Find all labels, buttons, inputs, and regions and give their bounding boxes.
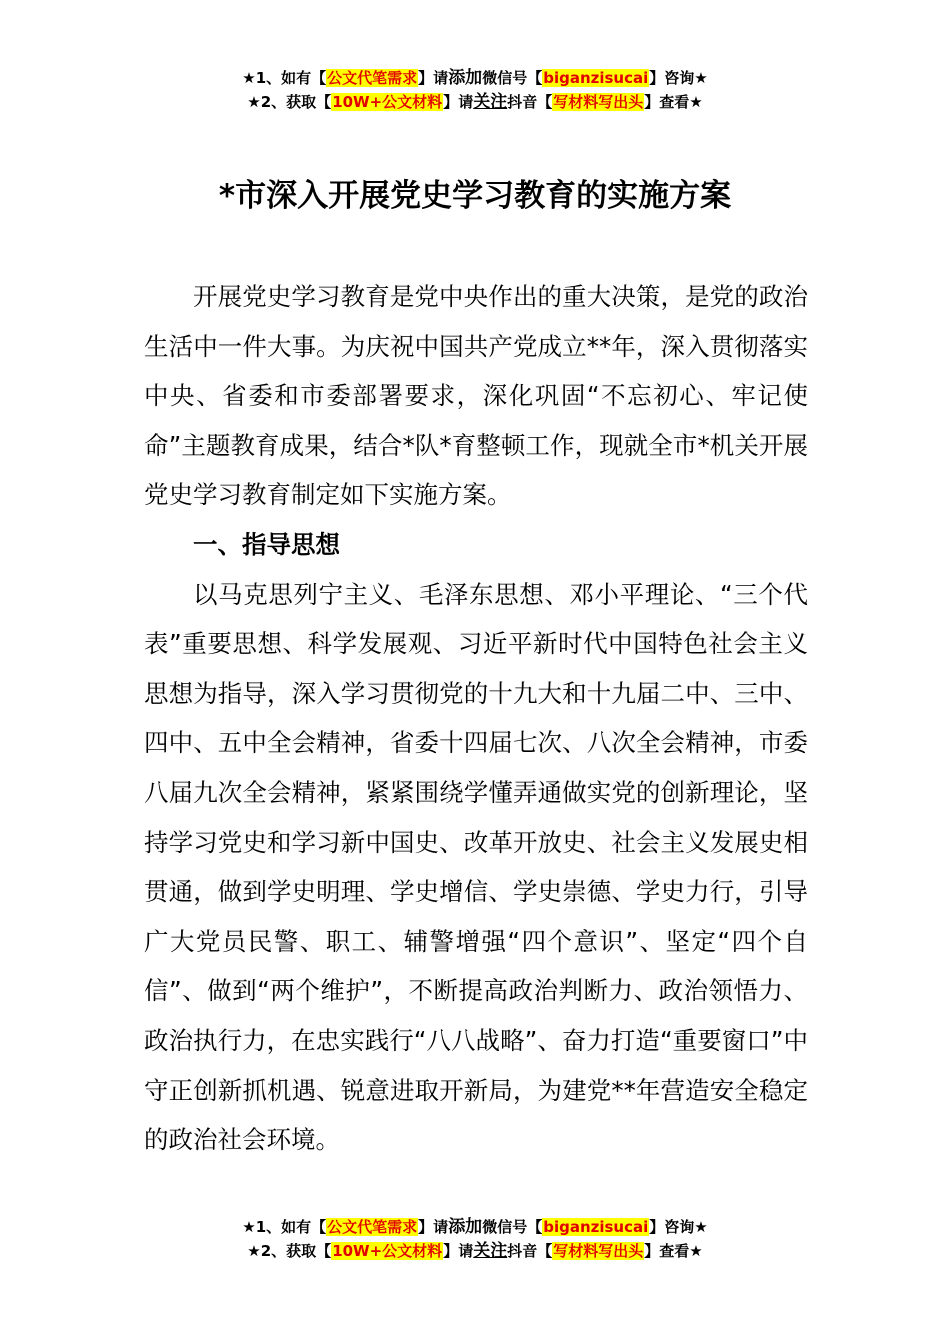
banner-text: ★2、获取【 xyxy=(247,93,332,111)
header-banner xyxy=(0,66,950,114)
banner-text: ★1、如有【 xyxy=(242,1218,327,1236)
banner-emphasis: 关注 xyxy=(473,1241,508,1261)
banner-text: 】咨询★ xyxy=(649,69,708,87)
banner-emphasis: 添加 xyxy=(448,1217,483,1237)
banner-highlight: 10W+公文材料 xyxy=(332,93,443,111)
banner-line-1 xyxy=(0,1215,950,1239)
banner-text: 】请 xyxy=(418,1218,449,1236)
banner-text: 】请 xyxy=(443,93,474,111)
banner-text: 】查看★ xyxy=(644,1242,703,1260)
banner-line-1 xyxy=(0,66,950,90)
banner-text: 】咨询★ xyxy=(649,1218,708,1236)
section-paragraph: 以马克思列宁主义、毛泽东思想、邓小平理论、“三个代表”重要思想、科学发展观、习近平新时代中国特色社会主义思想为指导，深入学习贯彻党的十九大和十九届二中、三中、四中、五中全会精神，省委十四届七次、八次全会精神，市委八届九次全会精神，紧紧围绕学懂弄通做实党的创新理论，坚持学习党史和学习新中国史、改革开放史、社会主义发展史相贯通，做到学史明理、学史增信、学史崇德、学史力行，引导广大党员民警、职工、辅警增强“四个意识”、坚定“四个自信”、做到“两个维护”，不断提高政治判断力、政治领悟力、政治执行力，在忠实践行“八八战略”、奋力打造“重要窗口”中守正创新抓机遇、锐意进取开新局，为建党**年营造安全稳定的政治社会环境。 xyxy=(144,579,808,1155)
banner-line-2 xyxy=(0,1239,950,1263)
banner-highlight: biganzisucai xyxy=(543,69,649,87)
banner-emphasis: 添加 xyxy=(448,68,483,88)
document-body xyxy=(144,272,808,1165)
banner-highlight: 公文代笔需求 xyxy=(327,69,418,87)
banner-highlight: 写材料写出头 xyxy=(553,93,644,111)
banner-text: 抖音【 xyxy=(507,93,553,111)
banner-emphasis: 关注 xyxy=(473,92,508,112)
banner-highlight: 10W+公文材料 xyxy=(332,1242,443,1260)
banner-highlight: biganzisucai xyxy=(543,1218,649,1236)
banner-text: 抖音【 xyxy=(507,1242,553,1260)
document-title: *市深入开展党史学习教育的实施方案 xyxy=(218,178,732,214)
intro-paragraph: 开展党史学习教育是党中央作出的重大决策，是党的政治生活中一件大事。为庆祝中国共产党成立**年，深入贯彻落实中央、省委和市委部署要求，深化巩固“不忘初心、牢记使命”主题教育成果，结合*队*育整顿工作，现就全市*机关开展党史学习教育制定如下实施方案。 xyxy=(144,282,808,510)
banner-text: ★2、获取【 xyxy=(247,1242,332,1260)
banner-text: 】请 xyxy=(443,1242,474,1260)
banner-text: 】请 xyxy=(418,69,449,87)
banner-text: ★1、如有【 xyxy=(242,69,327,87)
footer-banner xyxy=(0,1215,950,1263)
banner-highlight: 公文代笔需求 xyxy=(327,1218,418,1236)
banner-text: 】查看★ xyxy=(644,93,703,111)
section-heading: 一、指导思想 xyxy=(193,529,340,559)
banner-text: 微信号【 xyxy=(482,1218,543,1236)
banner-line-2 xyxy=(0,90,950,114)
banner-text: 微信号【 xyxy=(482,69,543,87)
banner-highlight: 写材料写出头 xyxy=(553,1242,644,1260)
